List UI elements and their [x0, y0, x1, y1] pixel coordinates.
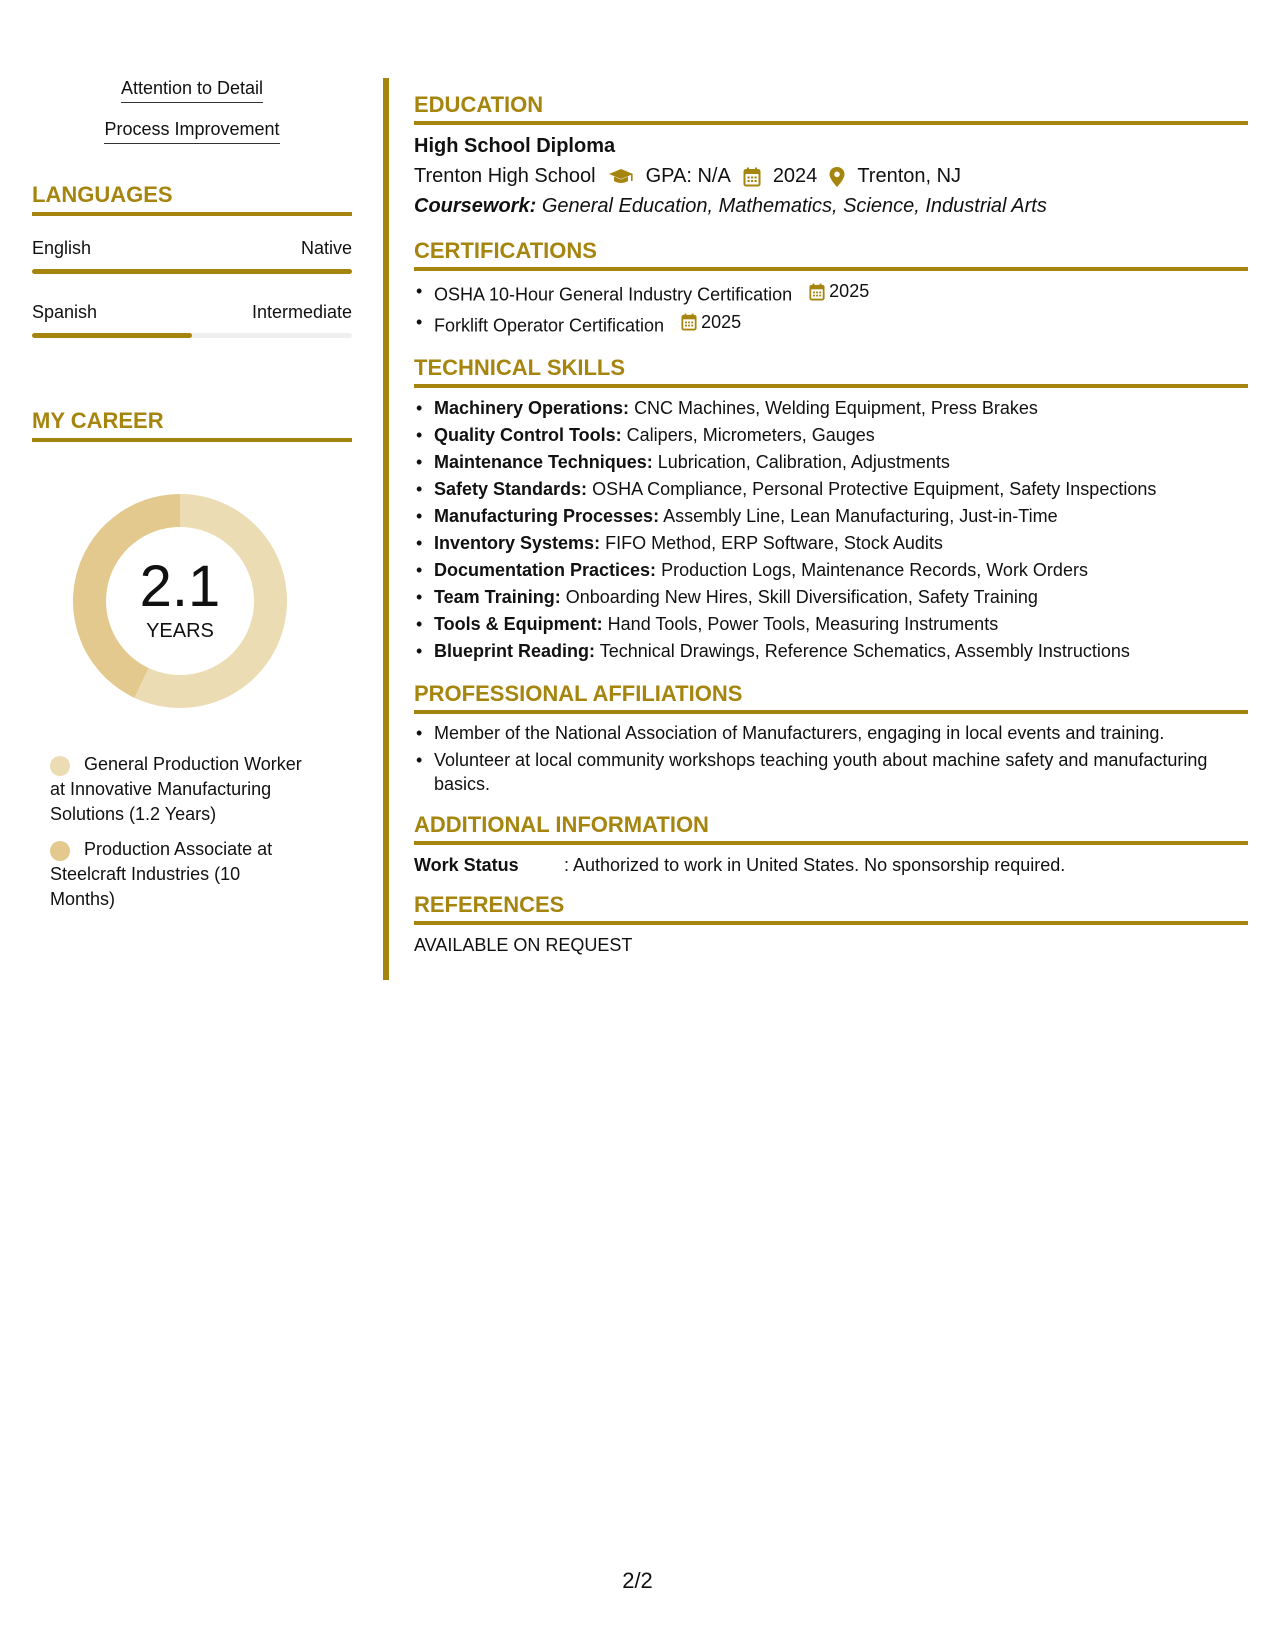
technical-skill-value: FIFO Method, ERP Software, Stock Audits — [605, 533, 943, 553]
additional-info-title: ADDITIONAL INFORMATION — [414, 812, 1248, 845]
work-status-label: Work Status — [414, 855, 519, 875]
technical-skill-label: Maintenance Techniques: — [434, 452, 653, 472]
technical-skill-value: Technical Drawings, Reference Schematics, Assembly Instructions — [599, 641, 1130, 661]
calendar-icon — [681, 313, 697, 331]
language-name: Spanish — [32, 302, 98, 322]
graduation-year: 2024 — [772, 165, 818, 187]
technical-skills-title: TECHNICAL SKILLS — [414, 355, 1248, 388]
calendar-icon — [743, 167, 761, 187]
language-bar-fill — [32, 333, 192, 338]
technical-skill-label: Tools & Equipment: — [434, 614, 603, 634]
technical-skill-label: Documentation Practices: — [434, 560, 657, 580]
references-title: REFERENCES — [414, 892, 1248, 925]
skill-tag: Process Improvement — [32, 119, 352, 144]
career-legend-item: Production Associate at Steelcraft Industries (10 Months) — [50, 839, 273, 909]
coursework-value: General Education, Mathematics, Science, Industrial Arts — [541, 195, 1047, 217]
education-title: EDUCATION — [414, 92, 1248, 125]
legend-dot-icon — [50, 756, 70, 776]
career-donut-chart — [65, 486, 295, 716]
technical-skill-label: Quality Control Tools: — [434, 425, 622, 445]
page-number: 2/2 — [622, 1568, 653, 1593]
career-title: MY CAREER — [32, 408, 352, 442]
technical-skill-item — [432, 611, 1248, 638]
technical-skill-item — [432, 395, 1248, 422]
certification-date: 2025 — [701, 311, 742, 332]
language-level: Native — [300, 238, 352, 258]
technical-skill-value: Assembly Line, Lean Manufacturing, Just-in-Time — [663, 506, 1058, 526]
language-name: English — [32, 238, 92, 258]
language-bar-fill — [32, 269, 352, 274]
references-text: AVAILABLE ON REQUEST — [414, 935, 633, 955]
coursework — [414, 195, 1248, 218]
language-item — [32, 238, 352, 274]
certification-date: 2025 — [829, 281, 870, 301]
affiliations-section — [414, 681, 1248, 796]
technical-skill-value: OSHA Compliance, Personal Protective Equipment, Safety Inspections — [592, 479, 1157, 499]
technical-skill-value: Calipers, Micrometers, Gauges — [626, 425, 875, 445]
column-divider — [383, 78, 389, 980]
language-bar — [32, 269, 352, 274]
technical-skill-value: Production Logs, Maintenance Records, Work Orders — [661, 560, 1088, 580]
career-legend — [50, 752, 310, 912]
technical-skill-item — [432, 476, 1248, 503]
work-status-value: : Authorized to work in United States. No sponsorship required. — [564, 855, 1066, 875]
education-details — [414, 165, 1248, 188]
language-bar — [32, 333, 352, 338]
work-status-row — [414, 855, 1248, 876]
technical-skill-value: Onboarding New Hires, Skill Diversification, Safety Training — [565, 587, 1038, 607]
legend-dot-icon — [50, 841, 70, 861]
additional-info-section — [414, 812, 1248, 876]
references-section — [414, 892, 1248, 956]
certifications-title: CERTIFICATIONS — [414, 238, 1248, 271]
language-level: Intermediate — [251, 302, 352, 322]
affiliation-item: • Member of the National Association of Manufacturers, engaging in local events and training. — [432, 721, 1248, 745]
technical-skill-item — [432, 557, 1248, 584]
technical-skill-item — [432, 638, 1248, 665]
affiliation-item: • Volunteer at local community workshops teaching youth about machine safety and manufacturing basics. — [432, 748, 1248, 796]
certification-item: • OSHA 10-Hour General Industry Certification 2025 — [432, 278, 1248, 309]
main-content — [414, 92, 1248, 972]
gpa: GPA: N/A — [645, 165, 731, 187]
sidebar — [32, 78, 352, 922]
technical-skill-label: Team Training: — [434, 587, 561, 607]
technical-skill-label: Inventory Systems: — [434, 533, 601, 553]
graduation-cap-icon — [608, 168, 634, 186]
technical-skill-label: Manufacturing Processes: — [434, 506, 660, 526]
language-item — [32, 302, 352, 338]
certifications-section — [414, 238, 1248, 339]
education-section — [414, 92, 1248, 218]
technical-skill-label: Safety Standards: — [434, 479, 588, 499]
career-total: 2.1 — [139, 554, 221, 619]
technical-skill-label: Blueprint Reading: — [434, 641, 595, 661]
technical-skill-value: Lubrication, Calibration, Adjustments — [657, 452, 950, 472]
affiliations-title: PROFESSIONAL AFFILIATIONS — [414, 681, 1248, 714]
location-pin-icon — [829, 167, 845, 187]
technical-skill-item — [432, 530, 1248, 557]
degree: High School Diploma — [414, 135, 616, 157]
career-unit: YEARS — [146, 620, 214, 642]
technical-skill-value: CNC Machines, Welding Equipment, Press Brakes — [634, 398, 1038, 418]
technical-skill-value: Hand Tools, Power Tools, Measuring Instruments — [607, 614, 999, 634]
coursework-label: Coursework: — [414, 195, 537, 217]
career-legend-item: General Production Worker at Innovative Manufacturing Solutions (1.2 Years) — [50, 754, 302, 824]
technical-skill-item — [432, 422, 1248, 449]
technical-skill-item — [432, 503, 1248, 530]
technical-skill-item — [432, 449, 1248, 476]
calendar-icon — [809, 283, 825, 301]
school-location: Trenton, NJ — [857, 165, 962, 187]
languages-title: LANGUAGES — [32, 182, 352, 216]
school-name: Trenton High School — [414, 165, 596, 187]
technical-skill-label: Machinery Operations: — [434, 398, 630, 418]
certification-item: • Forklift Operator Certification 2025 — [432, 309, 1248, 340]
skill-tag: Attention to Detail — [32, 78, 352, 103]
technical-skill-item — [432, 584, 1248, 611]
technical-skills-section — [414, 355, 1248, 665]
